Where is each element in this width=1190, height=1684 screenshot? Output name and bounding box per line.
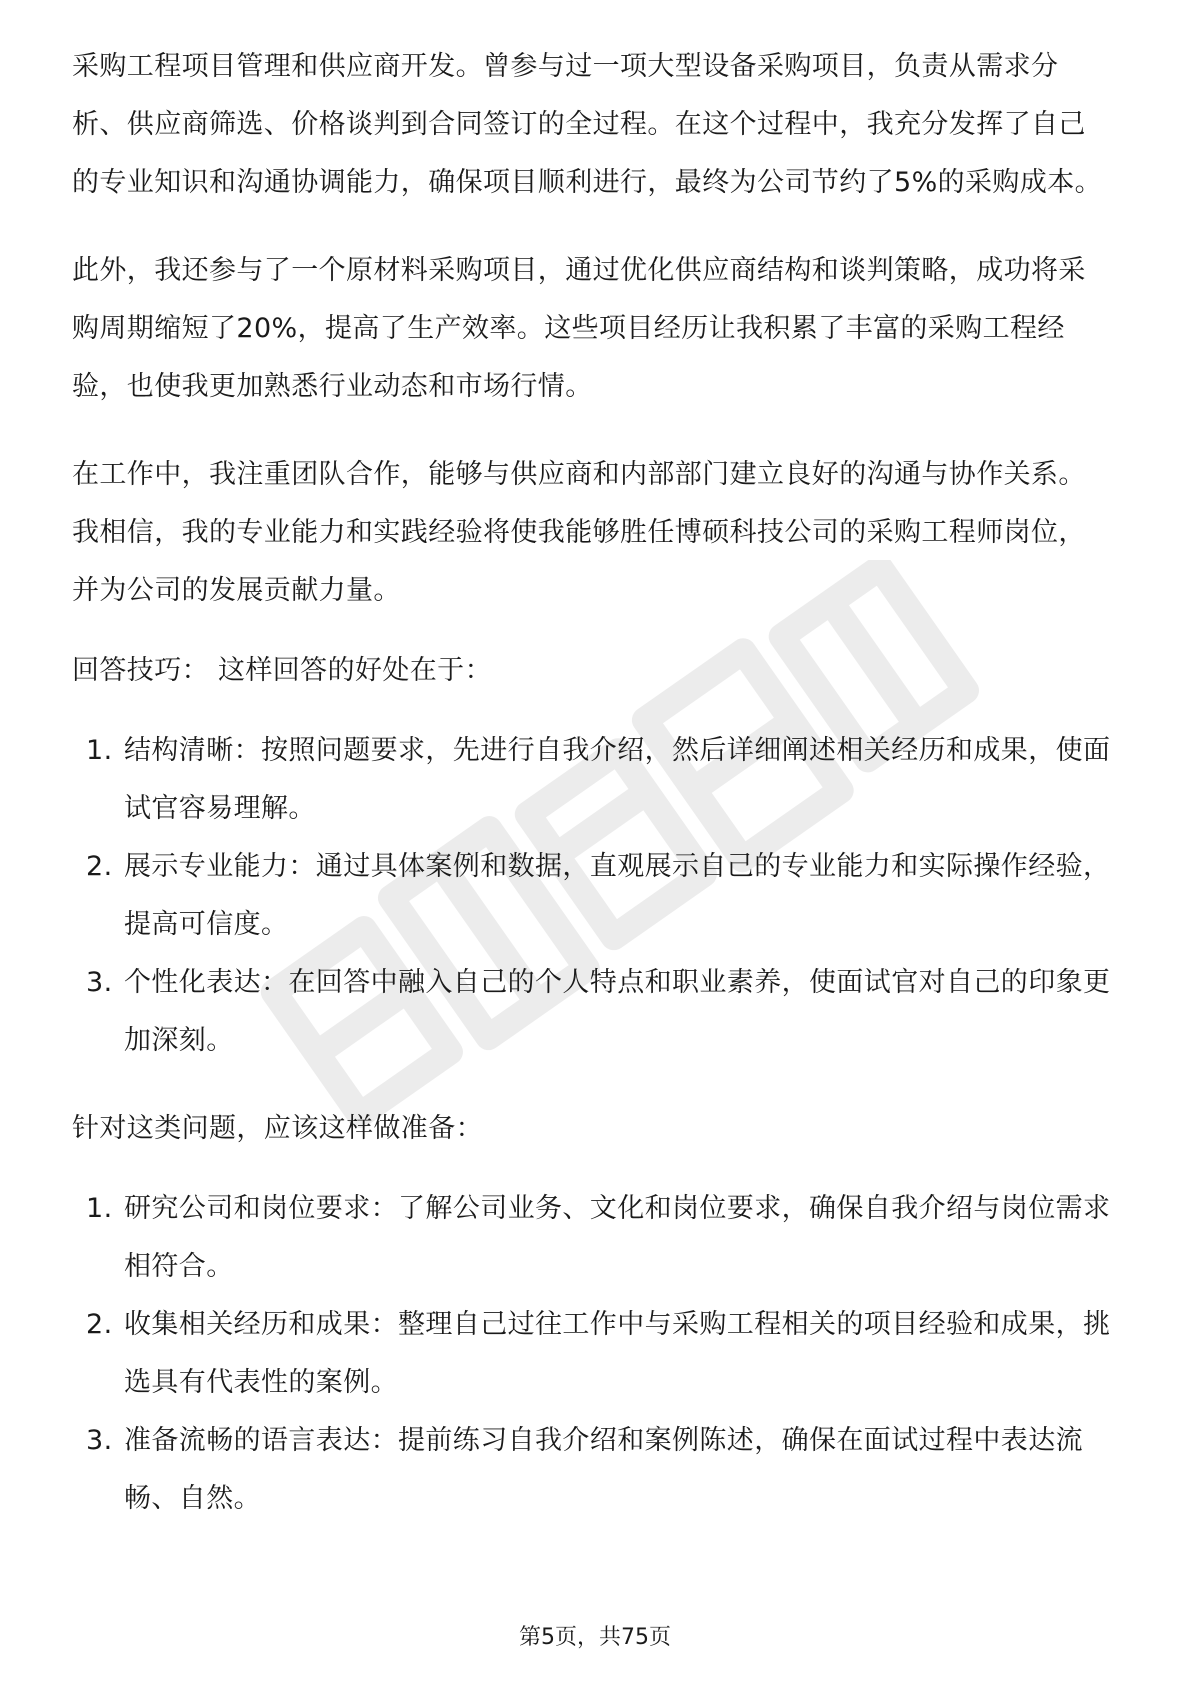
prep-heading: 针对这类问题，应该这样做准备： [72,1113,483,1144]
list-text: 收集相关经历和成果：整理自己过往工作中与采购工程相关的项目经验和成果，挑选具有代表性的案例。 [124,1309,1111,1398]
paragraph-teamwork: 在工作中，我注重团队合作，能够与供应商和内部部门建立良好的沟通与协作关系。我相信，我的专业能力和实践经验将使我能够胜任博硕科技公司的采购工程师岗位，并为公司的发展贡献力量。 [72,459,1086,606]
list-number: 3. [86,967,113,998]
list-text: 研究公司和岗位要求：了解公司业务、文化和岗位要求，确保自我介绍与岗位需求相符合。 [124,1193,1111,1282]
list-item [72,838,1112,954]
tips-heading: 回答技巧： 这样回答的好处在于： [72,655,492,686]
list-number: 3. [86,1425,113,1456]
list-text: 准备流畅的语言表达：提前练习自我介绍和案例陈述，确保在面试过程中表达流畅、自然。 [124,1425,1083,1514]
list-number: 2. [86,851,113,882]
document-body [72,38,1112,1528]
list-item [72,1296,1112,1412]
prep-list [72,1180,1112,1528]
list-text: 展示专业能力：通过具体案例和数据，直观展示自己的专业能力和实际操作经验，提高可信度。 [124,851,1111,940]
paragraph-additional-project: 此外，我还参与了一个原材料采购项目，通过优化供应商结构和谈判策略，成功将采购周期缩短了20%，提高了生产效率。这些项目经历让我积累了丰富的采购工程经验，也使我更加熟悉行业动态和市场行情。 [72,255,1086,402]
list-number: 1. [86,1193,113,1224]
paragraph-project-experience: 采购工程项目管理和供应商开发。曾参与过一项大型设备采购项目，负责从需求分析、供应商筛选、价格谈判到合同签订的全过程。在这个过程中，我充分发挥了自己的专业知识和沟通协调能力，确保项目顺利进行，最终为公司节约了5%的采购成本。 [72,51,1103,198]
list-item [72,722,1112,838]
list-item [72,954,1112,1070]
page-number-footer: 第5页，共75页 [519,1625,671,1650]
tips-list [72,722,1112,1070]
list-text: 个性化表达：在回答中融入自己的个人特点和职业素养，使面试官对自己的印象更加深刻。 [124,967,1111,1056]
list-number: 1. [86,735,113,766]
list-item [72,1412,1112,1528]
list-text: 结构清晰：按照问题要求，先进行自我介绍，然后详细阐述相关经历和成果，使面试官容易理解。 [124,735,1111,824]
list-item [72,1180,1112,1296]
list-number: 2. [86,1309,113,1340]
